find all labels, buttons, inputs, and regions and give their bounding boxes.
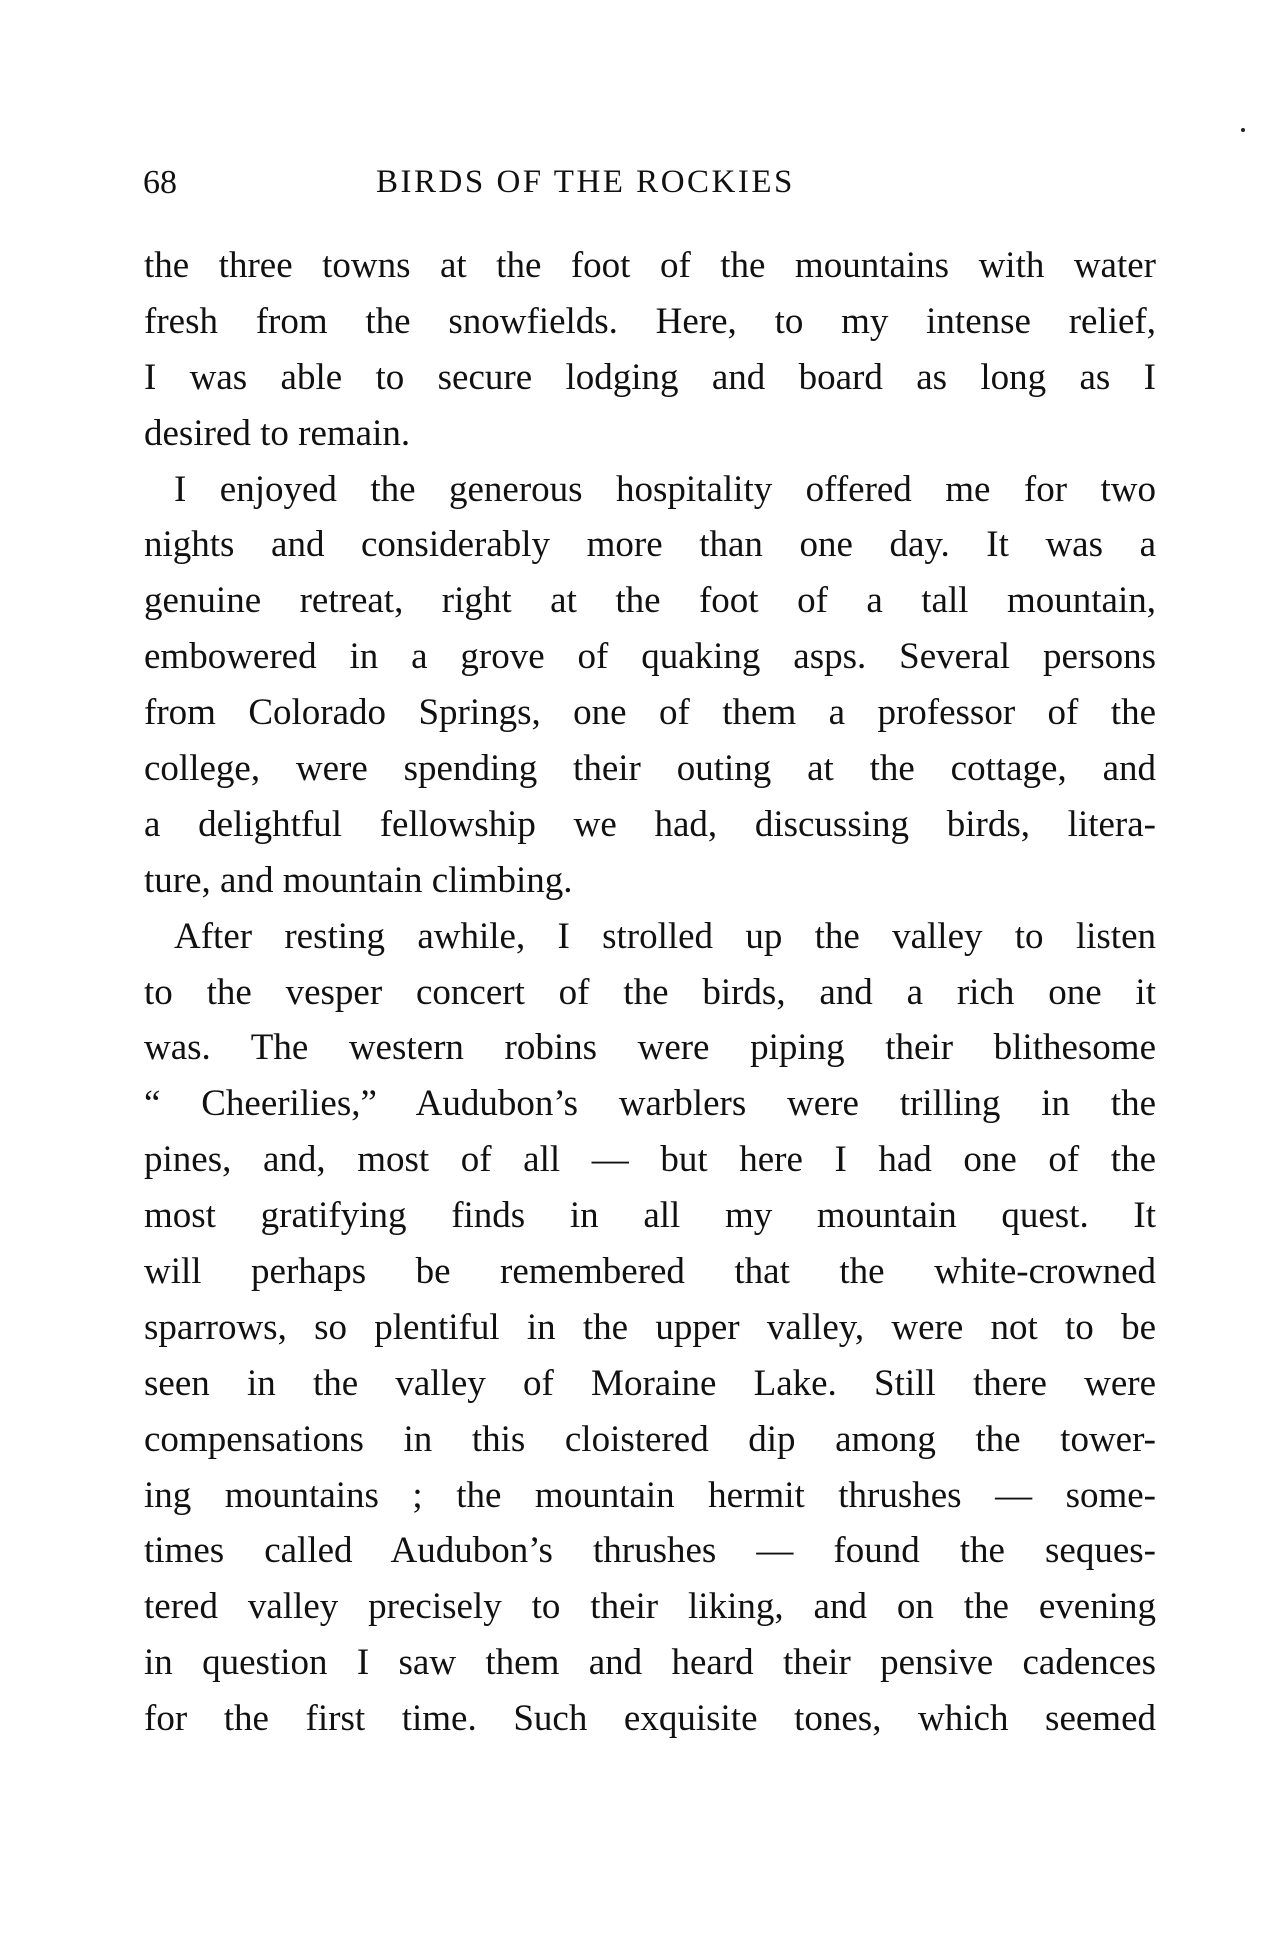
text-line: I enjoyed the generous hospitality offered me for two xyxy=(174,468,1156,510)
text-line: for the first time. Such exquisite tones, which seemed xyxy=(144,1698,1156,1740)
text-line: sparrows, so plentiful in the upper valley, were not to be xyxy=(144,1306,1156,1348)
text-line: desired to remain. xyxy=(144,412,411,454)
text-line: compensations in this cloistered dip among the tower- xyxy=(144,1418,1156,1460)
running-title: BIRDS OF THE ROCKIES xyxy=(376,164,795,200)
text-line: seen in the valley of Moraine Lake. Still there were xyxy=(144,1362,1156,1404)
text-line: pines, and, most of all — but here I had one of the xyxy=(144,1139,1156,1181)
text-line: college, were spending their outing at the cottage, and xyxy=(144,748,1156,790)
text-line: in question I saw them and heard their pensive cadences xyxy=(144,1642,1156,1684)
text-line: genuine retreat, right at the foot of a tall mountain, xyxy=(144,580,1156,622)
text-line: “ Cheerilies,” Audubon’s warblers were trilling in the xyxy=(144,1083,1156,1125)
scan-speck xyxy=(1241,128,1245,132)
text-line: fresh from the snowfields. Here, to my intense relief, xyxy=(144,300,1156,342)
text-line: ing mountains ; the mountain hermit thrushes — some- xyxy=(144,1474,1156,1516)
body-text xyxy=(144,238,1156,1747)
text-line: was. The western robins were piping their blithesome xyxy=(144,1027,1156,1069)
text-line: times called Audubon’s thrushes — found the seques- xyxy=(144,1530,1156,1572)
text-line: from Colorado Springs, one of them a professor of the xyxy=(144,692,1156,734)
text-line: I was able to secure lodging and board as long as I xyxy=(144,356,1156,398)
text-line: After resting awhile, I strolled up the valley to listen xyxy=(174,915,1156,957)
text-line: tered valley precisely to their liking, and on the evening xyxy=(144,1586,1156,1628)
text-line: nights and considerably more than one day. It was a xyxy=(144,524,1156,566)
text-line: to the vesper concert of the birds, and a rich one it xyxy=(144,971,1156,1013)
text-line: most gratifying finds in all my mountain quest. It xyxy=(144,1195,1156,1237)
text-line: the three towns at the foot of the mountains with water xyxy=(144,245,1156,286)
text-line: will perhaps be remembered that the white-crowned xyxy=(144,1251,1156,1293)
text-line: ture, and mountain climbing. xyxy=(144,859,573,901)
text-line: a delightful fellowship we had, discussing birds, litera- xyxy=(144,803,1156,845)
text-line: embowered in a grove of quaking asps. Several persons xyxy=(144,636,1156,678)
page-number: 68 xyxy=(143,164,177,201)
